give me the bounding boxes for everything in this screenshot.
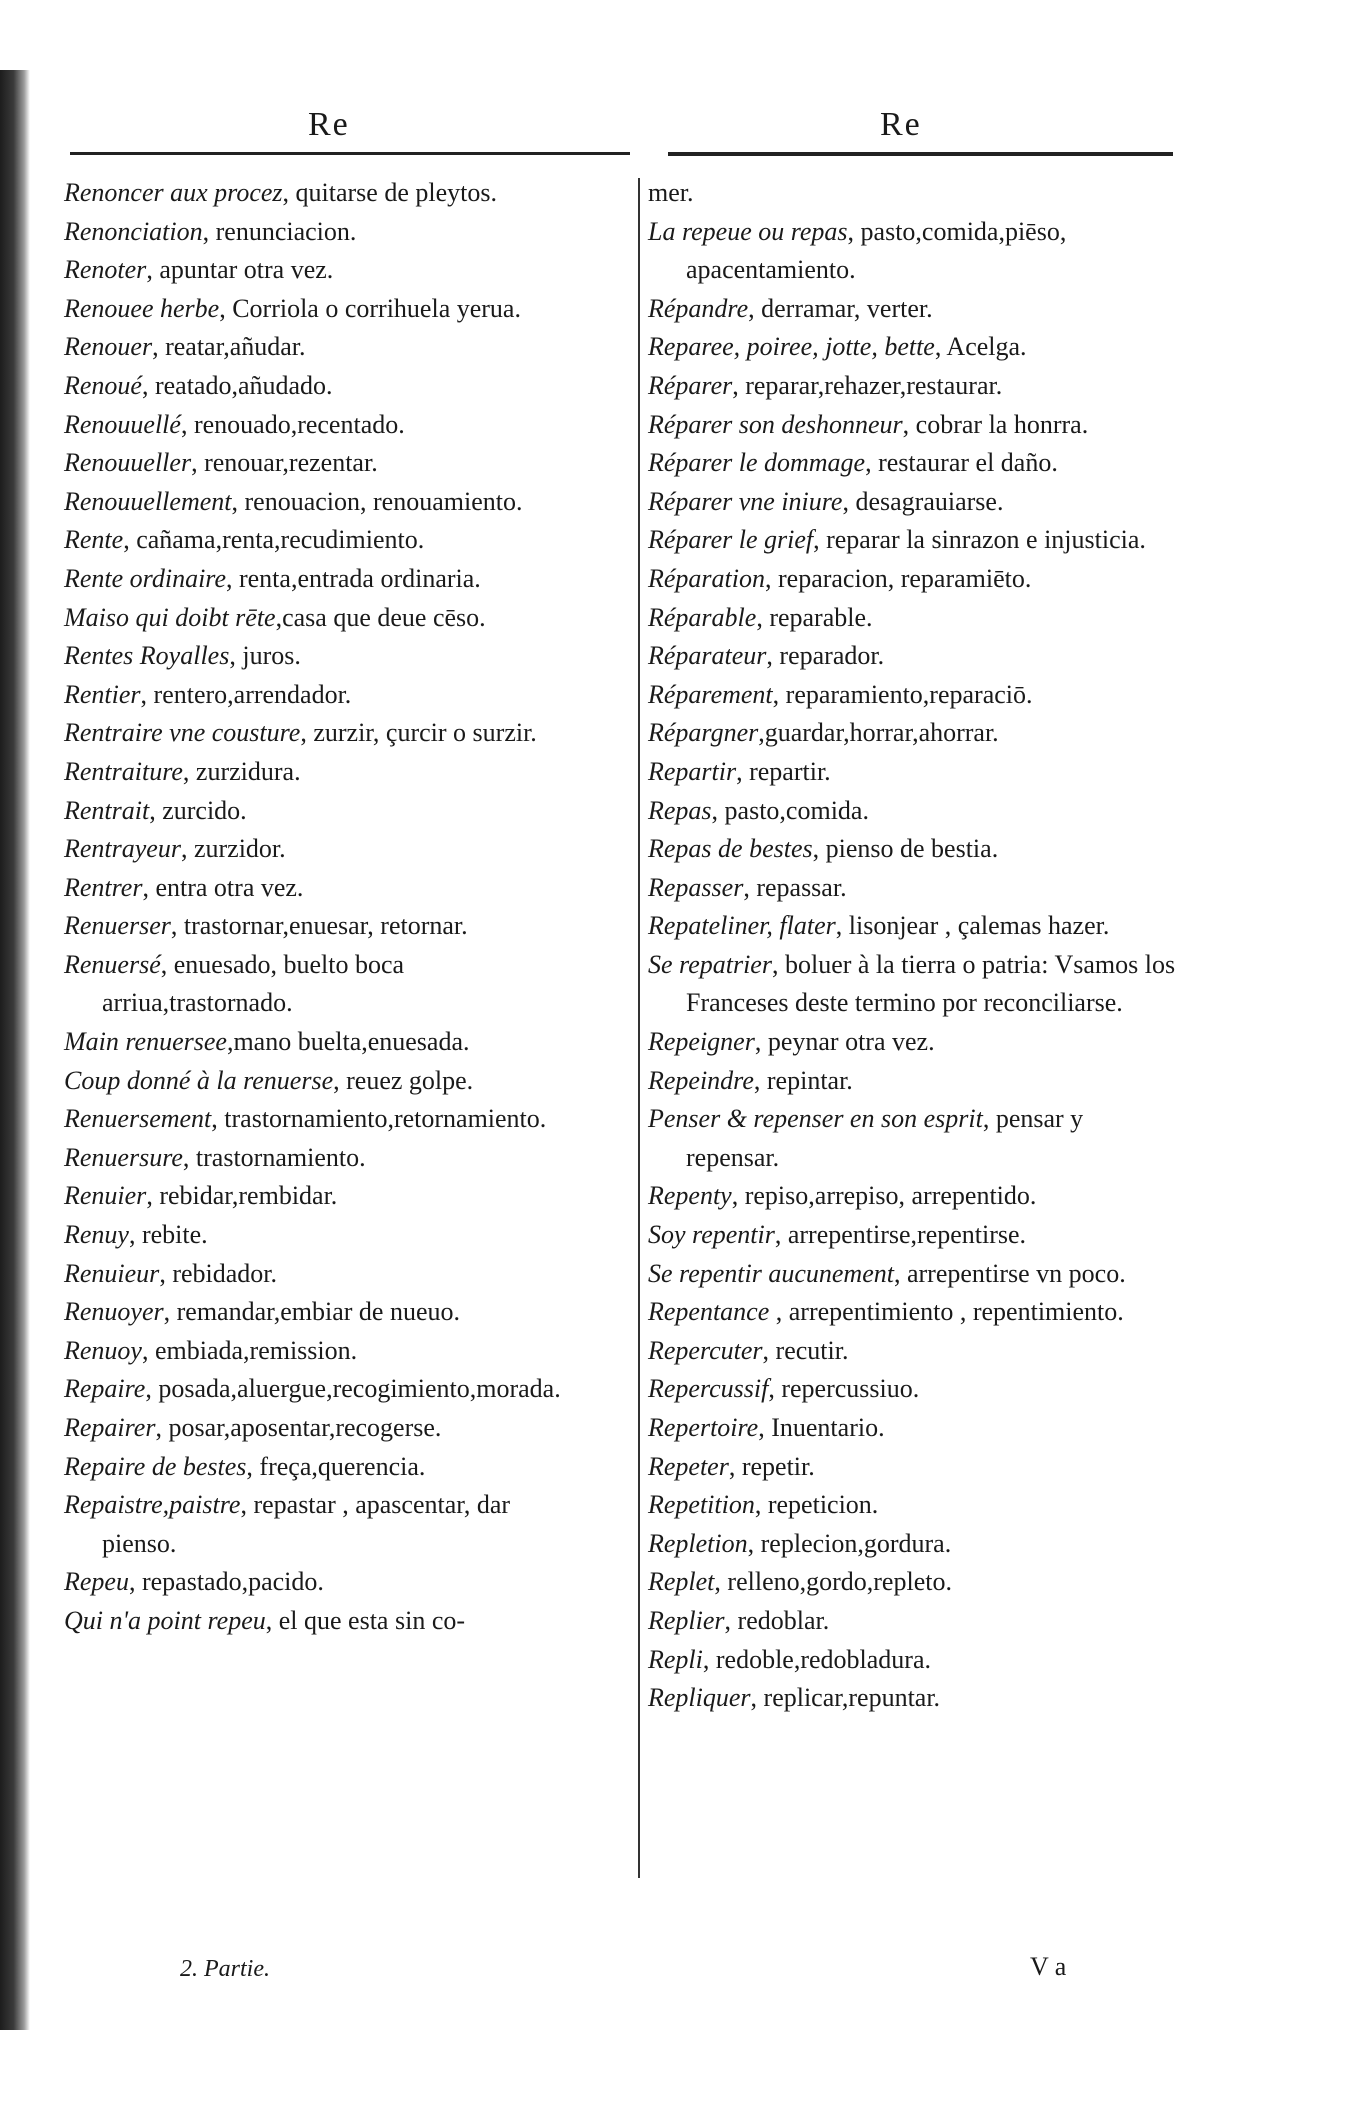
dictionary-entry — [648, 1563, 1178, 1602]
entry-translation: , Acelga. — [934, 332, 1027, 362]
dictionary-entry — [64, 907, 589, 946]
entry-translation: ,guardar,horrar,ahorrar. — [758, 718, 999, 748]
dictionary-entry — [648, 367, 1178, 406]
dictionary-entry — [648, 1370, 1178, 1409]
entry-translation: , repeticion. — [754, 1490, 879, 1520]
entry-translation: , trastornar,enuesar, retornar. — [170, 911, 468, 941]
entry-translation: , embiada,remission. — [141, 1335, 358, 1365]
entry-translation: , renouacion, renouamiento. — [231, 486, 523, 516]
dictionary-entry — [648, 213, 1178, 290]
dictionary-entry — [648, 1100, 1178, 1177]
entry-headword: Réparer vne iniure — [648, 486, 843, 516]
entry-translation: , reparamiento,reparaciō. — [772, 679, 1033, 709]
dictionary-entry — [64, 1023, 589, 1062]
dictionary-entry — [64, 1370, 589, 1409]
entry-translation: , reparador. — [766, 641, 885, 671]
dictionary-entry — [648, 869, 1178, 908]
entry-translation: , derramar, verter. — [748, 293, 933, 323]
entry-translation: , pensar y repensar. — [686, 1104, 1084, 1172]
entry-headword: Renouee herbe — [64, 293, 220, 323]
entry-headword: Repateliner, flater — [648, 911, 836, 941]
dictionary-entry — [64, 1062, 589, 1101]
column-divider — [638, 178, 640, 1878]
dictionary-entry — [64, 174, 589, 213]
entry-headword: Réparation — [648, 563, 765, 593]
dictionary-entry — [64, 1409, 589, 1448]
entry-headword: Repeigner — [648, 1027, 755, 1057]
entry-headword: Repercuter — [648, 1335, 763, 1365]
dictionary-entry — [648, 1409, 1178, 1448]
dictionary-entry — [648, 1255, 1178, 1294]
entry-translation: , replecion,gordura. — [747, 1528, 952, 1558]
dictionary-entry — [648, 560, 1178, 599]
entry-headword: Repentance — [648, 1297, 770, 1327]
dictionary-entry — [648, 1602, 1178, 1641]
dictionary-entry — [64, 599, 589, 638]
entry-translation: , repartir. — [736, 756, 831, 786]
entry-headword: Replet — [648, 1567, 715, 1597]
dictionary-entry — [64, 1177, 589, 1216]
entry-headword: Réparement — [648, 679, 773, 709]
entry-headword: Renouuellement — [64, 486, 232, 516]
entry-headword: Réparateur — [648, 641, 767, 671]
entry-translation: , reparacion, reparamiēto. — [765, 563, 1032, 593]
entry-translation: , zurcido. — [149, 795, 247, 825]
entry-translation: , repetir. — [728, 1451, 815, 1481]
entry-translation: , peynar otra vez. — [754, 1027, 935, 1057]
dictionary-entry — [648, 676, 1178, 715]
entry-headword: Repaistre,paistre — [64, 1490, 241, 1520]
dictionary-entry — [64, 328, 589, 367]
running-head-left: Re — [308, 106, 350, 143]
entry-headword: Réparer son deshonneur — [648, 409, 903, 439]
entry-translation: , renouado,recentado. — [180, 409, 405, 439]
entry-headword: Renouueller — [64, 448, 192, 478]
entry-headword: Repas de bestes — [648, 834, 813, 864]
entry-headword: Repli — [648, 1644, 703, 1674]
entry-headword: Renuersé — [64, 949, 161, 979]
entry-translation: , reparable. — [756, 602, 873, 632]
entry-headword: Repercussif — [648, 1374, 769, 1404]
entry-headword: Repenty — [648, 1181, 732, 1211]
entry-translation: , arrepentimiento , repentimiento. — [769, 1297, 1124, 1327]
dictionary-entry — [64, 637, 589, 676]
entry-translation: , zurzidor. — [180, 834, 286, 864]
entry-translation: , rebidar,rembidar. — [146, 1181, 338, 1211]
entry-headword: Replier — [648, 1605, 725, 1635]
entry-translation: , zurzidura. — [182, 756, 301, 786]
entry-translation: , pasto,comida,piēso, apacentamiento. — [686, 216, 1067, 285]
entry-headword: Soy repentir — [648, 1220, 775, 1250]
entry-translation: , redoblar. — [724, 1605, 830, 1635]
entry-translation: , recutir. — [762, 1335, 849, 1365]
entry-translation: , freça,querencia. — [246, 1451, 426, 1481]
entry-headword: Rentrer — [64, 872, 143, 902]
entry-headword: Rentraiture — [64, 756, 183, 786]
entry-translation: , enuesado, buelto boca arriua,trastornado. — [102, 949, 405, 1018]
dictionary-entry — [648, 830, 1178, 869]
entry-headword: Renuieur — [64, 1258, 160, 1288]
entry-translation: , replicar,repuntar. — [750, 1683, 941, 1713]
entry-translation: , Corriola o corrihuela yerua. — [219, 293, 521, 323]
dictionary-entry — [64, 251, 589, 290]
dictionary-entry — [648, 1216, 1178, 1255]
dictionary-entry — [648, 521, 1178, 560]
entry-translation: , repastar , apascentar, dar pienso. — [102, 1490, 511, 1558]
entry-headword: Repeindre — [648, 1065, 754, 1095]
entry-translation: , reparar,rehazer,restaurar. — [732, 370, 1003, 400]
dictionary-entry — [648, 1486, 1178, 1525]
dictionary-entry — [648, 1641, 1178, 1680]
entry-headword: Renoncer aux procez — [64, 178, 283, 207]
dictionary-entry — [64, 521, 589, 560]
entry-headword: Coup donné à la renuerse — [64, 1065, 334, 1095]
entry-headword: Se repatrier — [648, 949, 772, 979]
entry-headword: Repeter — [648, 1451, 729, 1481]
entry-headword: Repletion — [648, 1528, 748, 1558]
entry-headword: La repeue ou repas — [648, 216, 848, 246]
entry-translation: ,mano buelta,enuesada. — [226, 1027, 470, 1057]
entry-headword: Reparee, poiree, jotte, bette — [648, 332, 935, 362]
entry-headword: Réparable — [648, 602, 757, 632]
entry-headword: Penser & repenser en son esprit — [648, 1104, 983, 1134]
entry-headword: Réparer — [648, 370, 733, 400]
entry-translation: , repintar. — [753, 1065, 853, 1095]
entry-translation: , reatado,añudado. — [141, 370, 333, 400]
dictionary-entry — [64, 714, 589, 753]
entry-headword: Renuoyer — [64, 1297, 164, 1327]
entry-translation: ,casa que deue cēso. — [275, 602, 486, 632]
dictionary-entry — [64, 676, 589, 715]
entry-translation: , pienso de bestia. — [812, 834, 999, 864]
dictionary-entry — [64, 1100, 589, 1139]
entry-translation: , lisonjear , çalemas hazer. — [835, 911, 1110, 941]
entry-headword: Renuersement — [64, 1104, 212, 1134]
entry-translation: , arrepentirse,repentirse. — [774, 1220, 1027, 1250]
dictionary-entry — [648, 1023, 1178, 1062]
header-rule-right — [668, 152, 1173, 156]
dictionary-entry — [64, 1486, 589, 1563]
entry-headword: Renoter — [64, 255, 147, 285]
entry-headword: Repertoire — [648, 1413, 759, 1442]
entry-headword: Rentrait — [64, 795, 150, 825]
entry-translation: , cañama,renta,recudimiento. — [123, 525, 425, 555]
dictionary-entry — [648, 1525, 1178, 1564]
entry-headword: Renuy — [64, 1220, 129, 1250]
scan-edge-shadow — [0, 70, 30, 2030]
entry-translation: , apuntar otra vez. — [146, 255, 334, 285]
entry-translation: , entra otra vez. — [142, 872, 304, 902]
dictionary-entry — [648, 1177, 1178, 1216]
entry-headword: Rentrayeur — [64, 834, 181, 864]
entry-translation: , juros. — [229, 641, 301, 671]
entry-headword: Repairer — [64, 1413, 156, 1442]
entry-headword: Renuerser — [64, 911, 171, 941]
entry-translation: , rentero,arrendador. — [140, 679, 352, 709]
entry-translation: , cobrar la honrra. — [902, 409, 1089, 439]
entry-translation: , relleno,gordo,repleto. — [714, 1567, 952, 1597]
entry-translation: , posar,aposentar,recogerse. — [155, 1413, 442, 1442]
entry-translation: , quitarse de pleytos. — [282, 178, 497, 207]
dictionary-entry — [64, 753, 589, 792]
entry-headword: Renoué — [64, 370, 142, 400]
entry-translation: , rebite. — [128, 1220, 208, 1250]
dictionary-entry — [648, 328, 1178, 367]
dictionary-entry — [648, 174, 1178, 213]
right-column — [648, 174, 1178, 1718]
dictionary-entry — [64, 367, 589, 406]
dictionary-entry — [64, 1293, 589, 1332]
dictionary-entry — [648, 1062, 1178, 1101]
entry-translation: , repassar. — [743, 872, 847, 902]
entry-headword: Rente ordinaire — [64, 563, 226, 593]
entry-translation: , boluer à la tierra o patria: Vsamos los Franceses deste termino por reconciliarse. — [686, 949, 1176, 1018]
entry-translation: , arrepentirse vn poco. — [893, 1258, 1126, 1288]
dictionary-entry — [648, 1448, 1178, 1487]
entry-headword: Renuier — [64, 1181, 147, 1211]
entry-headword: Renouer — [64, 332, 153, 362]
entry-headword: Rentes Royalles — [64, 641, 230, 671]
header-rule-left — [70, 152, 630, 155]
entry-headword: Repliquer — [648, 1683, 751, 1713]
dictionary-entry — [648, 1679, 1178, 1718]
entry-translation: , posada,aluergue,recogimiento,morada. — [145, 1374, 561, 1404]
dictionary-entry — [648, 1293, 1178, 1332]
dictionary-entry — [64, 560, 589, 599]
dictionary-entry — [64, 213, 589, 252]
entry-translation: , pasto,comida. — [711, 795, 869, 825]
entry-translation: , reuez golpe. — [333, 1065, 474, 1095]
entry-headword: Renonciation — [64, 216, 203, 246]
signature-mark: 2. Partie. — [180, 1956, 270, 1982]
entry-translation: , zurzir, çurcir o surzir. — [300, 718, 537, 748]
entry-headword: Repaire — [64, 1374, 146, 1404]
left-column — [64, 174, 589, 1641]
dictionary-entry — [64, 483, 589, 522]
dictionary-entry — [64, 290, 589, 329]
dictionary-entry — [64, 1332, 589, 1371]
dictionary-entry — [648, 1332, 1178, 1371]
entry-headword: Répandre — [648, 293, 749, 323]
entry-headword: Main renuersee — [64, 1027, 227, 1057]
dictionary-entry — [64, 1448, 589, 1487]
dictionary-entry — [648, 406, 1178, 445]
entry-translation: , desagrauiarse. — [842, 486, 1004, 516]
entry-headword: Répargner — [648, 718, 759, 748]
dictionary-page — [58, 86, 1178, 2066]
entry-translation: , reatar,añudar. — [152, 332, 306, 362]
dictionary-entry — [648, 599, 1178, 638]
dictionary-entry — [64, 1602, 589, 1641]
entry-headword: Réparer le dommage — [648, 448, 866, 478]
entry-translation: , repercussiuo. — [768, 1374, 920, 1404]
dictionary-entry — [64, 946, 589, 1023]
entry-headword: Repasser — [648, 872, 744, 902]
entry-headword: Rentier — [64, 679, 141, 709]
entry-headword: Maiso qui doibt rēte — [64, 602, 276, 632]
entry-headword: Repaire de bestes — [64, 1451, 247, 1481]
entry-headword: Repetition — [648, 1490, 755, 1520]
dictionary-entry — [648, 714, 1178, 753]
entry-translation: , Inuentario. — [758, 1413, 885, 1442]
dictionary-entry — [64, 444, 589, 483]
entry-translation: , renunciacion. — [202, 216, 357, 246]
dictionary-entry — [648, 444, 1178, 483]
dictionary-entry — [64, 830, 589, 869]
dictionary-entry — [64, 406, 589, 445]
entry-headword: Repartir — [648, 756, 737, 786]
running-head-right: Re — [880, 106, 922, 143]
entry-translation: , renta,entrada ordinaria. — [225, 563, 481, 593]
entry-headword: Renouuellé — [64, 409, 181, 439]
dictionary-entry — [64, 1139, 589, 1178]
entry-translation: , trastornamiento. — [182, 1142, 366, 1172]
dictionary-entry — [64, 1216, 589, 1255]
dictionary-entry — [648, 753, 1178, 792]
entry-headword: Renuoy — [64, 1335, 142, 1365]
dictionary-entry — [64, 869, 589, 908]
entry-headword: Qui n'a point repeu — [64, 1605, 266, 1635]
entry-headword: Réparer le grief — [648, 525, 814, 555]
entry-translation: , repastado,pacido. — [128, 1567, 324, 1597]
catchword: V a — [1030, 1952, 1067, 1981]
dictionary-entry — [64, 1255, 589, 1294]
entry-translation: , repiso,arrepiso, arrepentido. — [731, 1181, 1037, 1211]
dictionary-entry — [648, 907, 1178, 946]
entry-translation: , restaurar el daño. — [865, 448, 1058, 478]
dictionary-entry — [648, 792, 1178, 831]
entry-headword: Rentraire vne cousture — [64, 718, 301, 748]
entry-translation: , el que esta sin co- — [265, 1605, 466, 1635]
dictionary-entry — [648, 637, 1178, 676]
entry-headword: Repas — [648, 795, 712, 825]
entry-translation: mer. — [648, 178, 694, 207]
entry-headword: Rente — [64, 525, 124, 555]
dictionary-entry — [64, 1563, 589, 1602]
entry-headword: Se repentir aucunement — [648, 1258, 894, 1288]
entry-translation: , reparar la sinrazon e injusticia. — [813, 525, 1146, 555]
dictionary-entry — [648, 483, 1178, 522]
dictionary-entry — [648, 946, 1178, 1023]
entry-headword: Renuersure — [64, 1142, 183, 1172]
entry-translation: , remandar,embiar de nueuo. — [163, 1297, 461, 1327]
dictionary-entry — [648, 290, 1178, 329]
entry-headword: Repeu — [64, 1567, 129, 1597]
entry-translation: , trastornamiento,retornamiento. — [211, 1104, 547, 1134]
entry-translation: , renouar,rezentar. — [191, 448, 378, 478]
dictionary-entry — [64, 792, 589, 831]
entry-translation: , redoble,redobladura. — [702, 1644, 931, 1674]
entry-translation: , rebidador. — [159, 1258, 277, 1288]
